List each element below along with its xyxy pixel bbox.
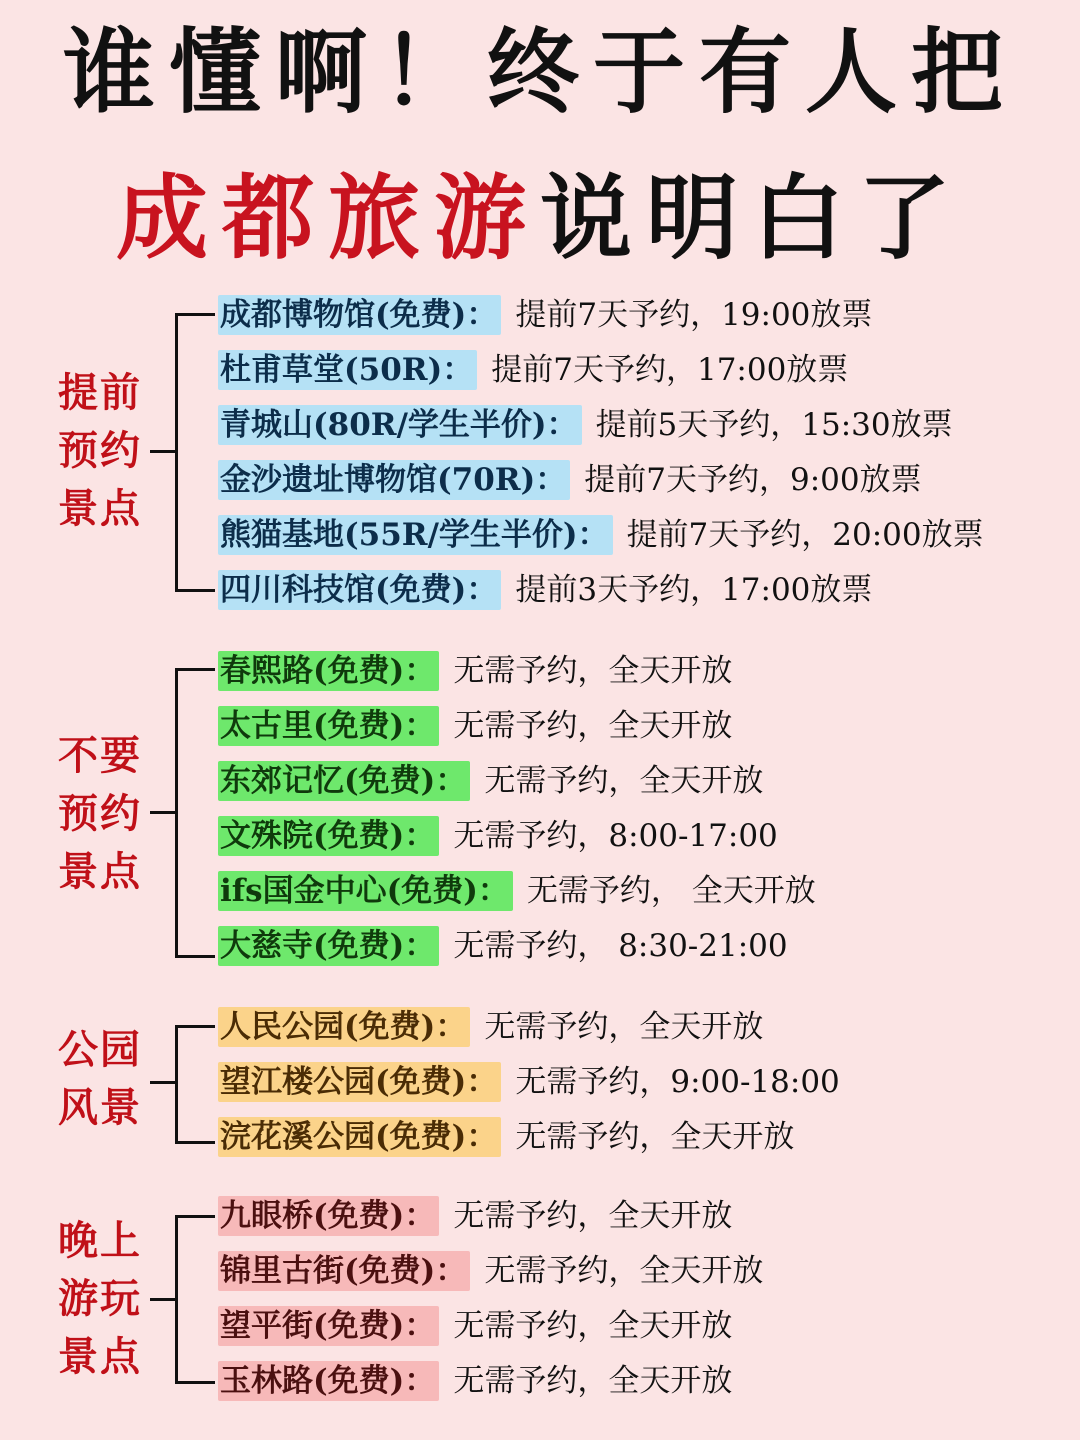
attraction-info: 无需予约，全天开放 — [484, 763, 764, 799]
category-label-line: 预约 — [58, 427, 142, 474]
bracket-line — [175, 1025, 178, 1143]
attraction-info: 无需予约，9:00-18:00 — [515, 1064, 840, 1100]
attraction-name: 四川科技馆(免费)： — [218, 570, 501, 610]
attraction-info: 无需予约， 全天开放 — [526, 873, 816, 909]
category-label-line: 提前 — [58, 369, 142, 416]
attraction-info: 无需予约，全天开放 — [453, 708, 733, 744]
category-label-line: 晚上 — [58, 1217, 142, 1264]
bracket-stem — [150, 1081, 175, 1084]
attraction-info: 提前7天予约，17:00放票 — [491, 352, 849, 388]
category-label-line: 景点 — [58, 848, 142, 895]
attraction-info: 提前5天予约，15:30放票 — [595, 407, 953, 443]
category-label-line: 公园 — [58, 1026, 142, 1073]
attraction-name: 杜甫草堂(50R)： — [218, 350, 477, 390]
attraction-name: 大慈寺(免费)： — [218, 926, 439, 966]
list-item — [218, 926, 788, 966]
bracket-tick — [175, 313, 215, 316]
bracket-stem — [150, 450, 175, 453]
attraction-name: ifs国金中心(免费)： — [218, 871, 513, 911]
list-item — [218, 1306, 732, 1346]
bracket-line — [175, 313, 178, 591]
title-suffix: 说明白了 — [540, 164, 965, 272]
attraction-name: 东郊记忆(免费)： — [218, 761, 470, 801]
page-title-line-2 — [0, 164, 1080, 272]
category-label — [58, 727, 154, 901]
list-item — [218, 570, 872, 610]
list-item — [218, 515, 984, 555]
category-label — [58, 1021, 154, 1137]
attraction-name: 金沙遗址博物馆(70R)： — [218, 460, 570, 500]
attraction-info: 提前7天予约，9:00放票 — [584, 462, 922, 498]
attraction-name: 太古里(免费)： — [218, 706, 439, 746]
attraction-name: 青城山(80R/学生半价)： — [218, 405, 582, 445]
attraction-info: 无需予约，全天开放 — [453, 1198, 733, 1234]
attraction-name: 浣花溪公园(免费)： — [218, 1117, 501, 1157]
attraction-name: 望平街(免费)： — [218, 1306, 439, 1346]
attraction-name: 玉林路(免费)： — [218, 1361, 439, 1401]
attraction-name: 九眼桥(免费)： — [218, 1196, 439, 1236]
page-title-line-1: 谁懂啊！终于有人把 — [62, 18, 1017, 126]
attraction-info: 无需予约，全天开放 — [453, 653, 733, 689]
category-label — [58, 364, 154, 538]
attraction-info: 无需予约，全天开放 — [453, 1308, 733, 1344]
list-item — [218, 1117, 794, 1157]
list-item — [218, 1361, 732, 1401]
category-label-line: 预约 — [58, 790, 142, 837]
attraction-name: 春熙路(免费)： — [218, 651, 439, 691]
attraction-info: 无需予约，全天开放 — [515, 1119, 795, 1155]
list-item — [218, 1007, 763, 1047]
list-item — [218, 651, 732, 691]
category-label-line: 景点 — [58, 485, 142, 532]
list-item — [218, 706, 732, 746]
bracket-stem — [150, 1298, 175, 1301]
attraction-info: 无需予约，全天开放 — [484, 1253, 764, 1289]
category-label-line: 风景 — [58, 1084, 142, 1131]
list-item — [218, 761, 763, 801]
title-highlight-city: 成都旅游 — [115, 164, 540, 272]
bracket-tick — [175, 1215, 215, 1218]
bracket-tick — [175, 1381, 215, 1384]
attraction-info: 无需予约，全天开放 — [453, 1363, 733, 1399]
list-item — [218, 1196, 732, 1236]
bracket-tick — [175, 589, 215, 592]
bracket-tick — [175, 1025, 215, 1028]
attraction-info: 提前7天予约，19:00放票 — [515, 297, 873, 333]
bracket-line — [175, 668, 178, 957]
attraction-name: 文殊院(免费)： — [218, 816, 439, 856]
attraction-info: 提前3天予约，17:00放票 — [515, 572, 873, 608]
bracket-stem — [150, 811, 175, 814]
attraction-info: 无需予约，全天开放 — [484, 1009, 764, 1045]
category-label — [58, 1212, 154, 1386]
attraction-info: 提前7天予约，20:00放票 — [626, 517, 984, 553]
list-item — [218, 405, 953, 445]
list-item — [218, 460, 922, 500]
attraction-info: 无需予约， 8:30-21:00 — [453, 928, 788, 964]
category-label-line: 不要 — [58, 732, 142, 779]
bracket-tick — [175, 668, 215, 671]
attraction-name: 成都博物馆(免费)： — [218, 295, 501, 335]
bracket-line — [175, 1215, 178, 1383]
category-label-line: 游玩 — [58, 1275, 142, 1322]
bracket-tick — [175, 1141, 215, 1144]
category-label-line: 景点 — [58, 1333, 142, 1380]
list-item — [218, 350, 848, 390]
attraction-name: 望江楼公园(免费)： — [218, 1062, 501, 1102]
attraction-name: 人民公园(免费)： — [218, 1007, 470, 1047]
list-item — [218, 871, 816, 911]
list-item — [218, 1251, 763, 1291]
list-item — [218, 295, 872, 335]
bracket-tick — [175, 955, 215, 958]
list-item — [218, 1062, 840, 1102]
attraction-info: 无需予约，8:00-17:00 — [453, 818, 778, 854]
attraction-name: 熊猫基地(55R/学生半价)： — [218, 515, 613, 555]
list-item — [218, 816, 778, 856]
attraction-name: 锦里古街(免费)： — [218, 1251, 470, 1291]
